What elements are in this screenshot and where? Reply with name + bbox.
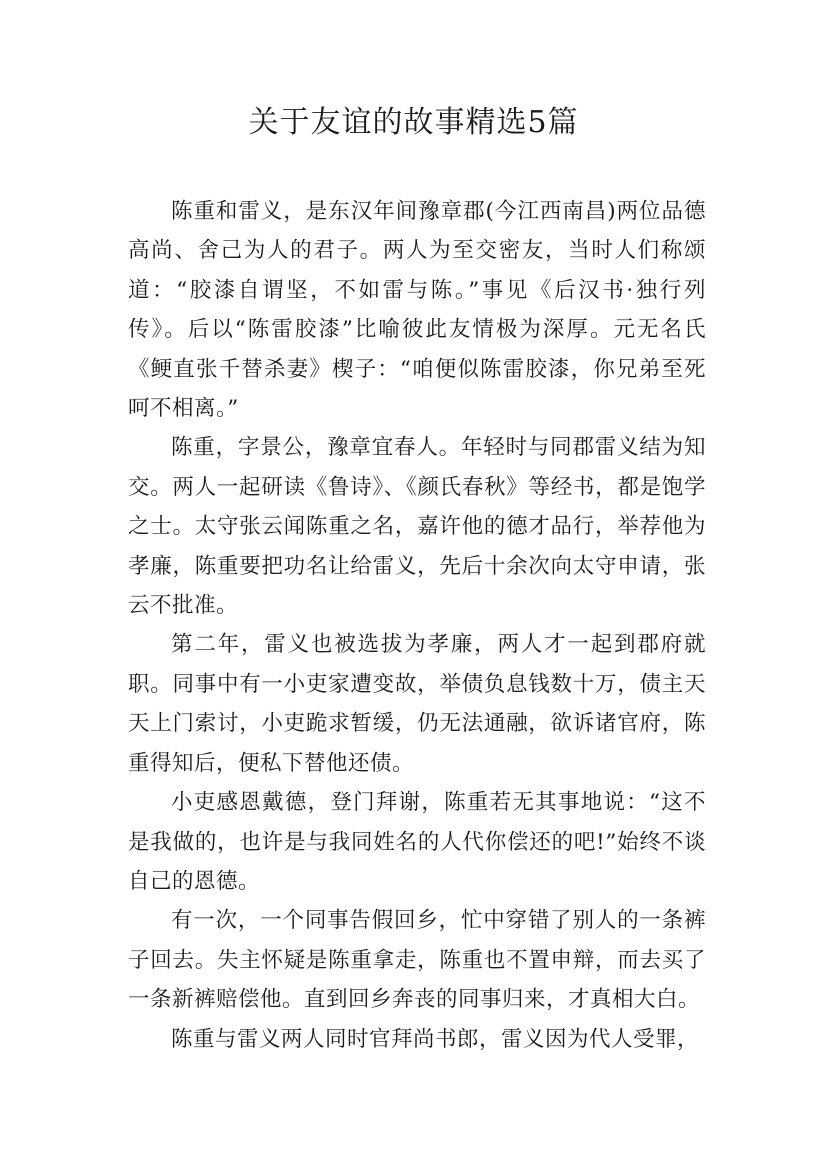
paragraph-2: 陈重，字景公，豫章宜春人。年轻时与同郡雷义结为知交。两人一起研读《鲁诗》、《颜氏春秋》等经书，都是饱学之士。太守张云闻陈重之名，嘉许他的德才品行，举荐他为孝廉，陈重要把功名让给雷义，先后十余次向太守申请，张云不批准。 bbox=[128, 435, 706, 619]
document-title: 关于友谊的故事精选5篇 bbox=[248, 105, 579, 140]
paragraph-3: 第二年，雷义也被选拔为孝廉，两人才一起到郡府就职。同事中有一小吏家遭变故，举债负息钱数十万，债主天天上门索讨，小吏跪求暂缓，仍无法通融，欲诉诸官府，陈重得知后，便私下替他还债。 bbox=[128, 632, 706, 776]
paragraph-5: 有一次，一个同事告假回乡，忙中穿错了别人的一条裤子回去。失主怀疑是陈重拿走，陈重也不置申辩，而去买了一条新裤赔偿他。直到回乡奔丧的同事归来，才真相大白。 bbox=[128, 908, 706, 1013]
paragraph-4: 小吏感恩戴德，登门拜谢，陈重若无其事地说：“这不是我做的，也许是与我同姓名的人代你偿还的吧!”始终不谈自己的恩德。 bbox=[128, 790, 706, 894]
paragraph-1: 陈重和雷义，是东汉年间豫章郡(今江西南昌)两位品德高尚、舍己为人的君子。两人为至交密友，当时人们称颂道：“胶漆自谓坚，不如雷与陈。”事见《后汉书·独行列传》。后以“陈雷胶漆”比喻彼此友情极为深厚。元无名氏《鲠直张千替杀妻》楔子：“咱便似陈雷胶漆，你兄弟至死呵不相离。” bbox=[128, 199, 706, 422]
paragraph-6: 陈重与雷义两人同时官拜尚书郎，雷义因为代人受罪， bbox=[171, 1026, 700, 1052]
document-body bbox=[128, 192, 706, 1059]
